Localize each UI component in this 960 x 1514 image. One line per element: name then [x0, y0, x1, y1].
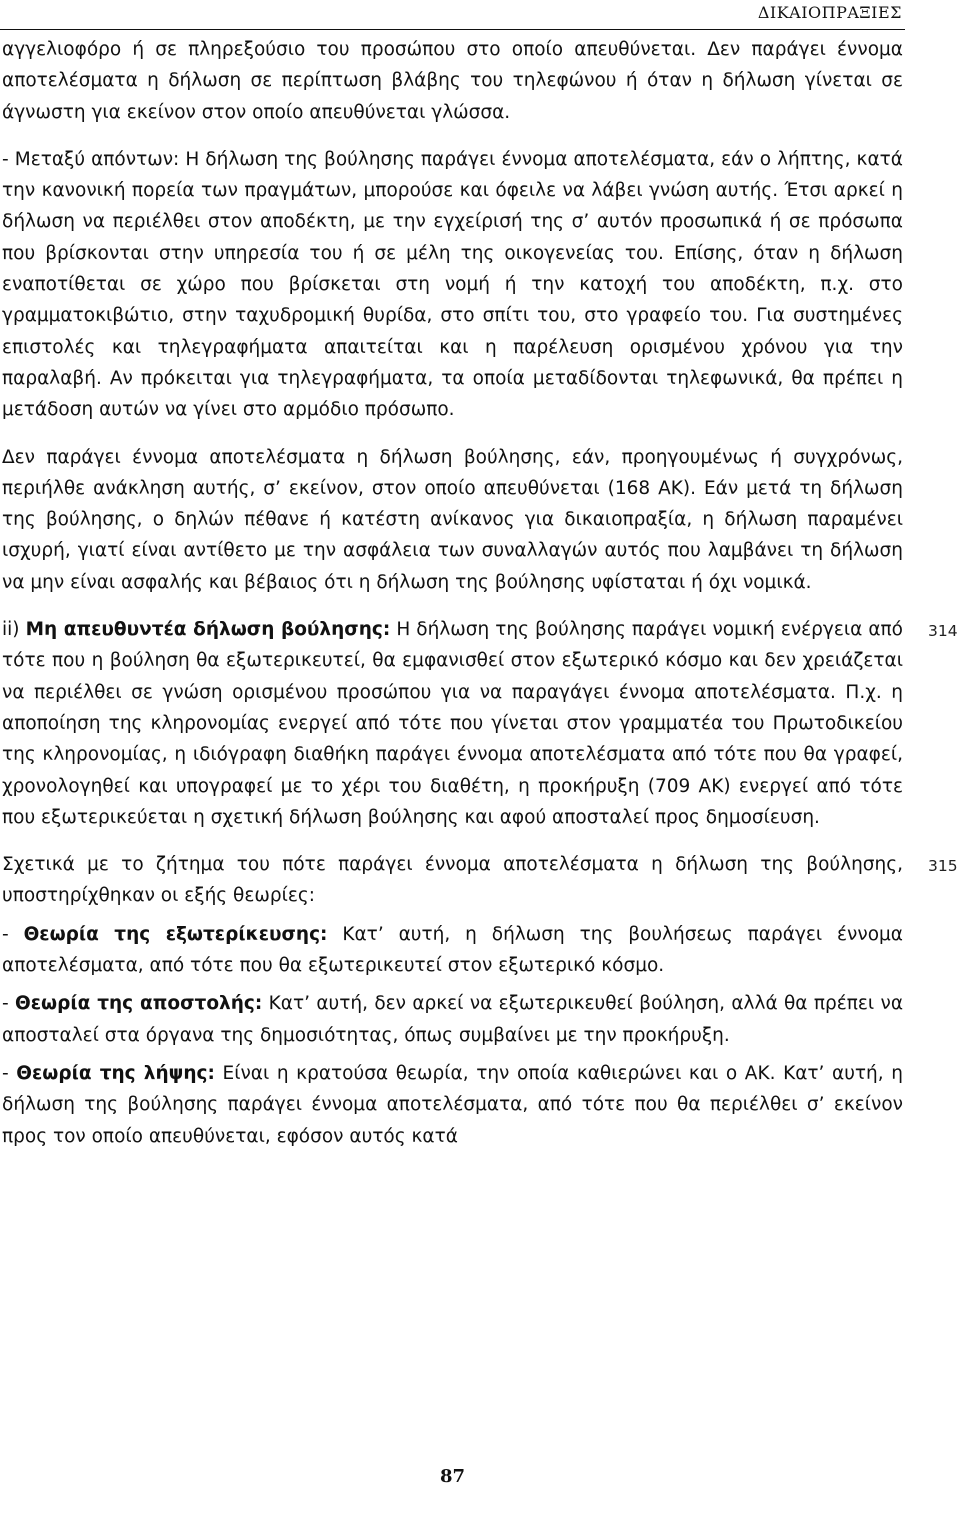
margin-number: 315 — [928, 857, 958, 876]
paragraph-8: - Θεωρία της λήψης: Είναι η κρατούσα θεωρία, την οποία καθιερώνει και ο ΑΚ. Κατ’ αυτή, η δήλωση της βούλησης παράγει έννομα αποτελέσματα, από τότε που θα περιέλθει σ’ εκείνον προς τον οποίο απευθύνεται, εφόσον αυτός κατά — [2, 1062, 903, 1147]
term-heading: Μη απευθυντέα δήλωση βούλησης: — [25, 619, 391, 641]
paragraph-2: - Μεταξύ απόντων: Η δήλωση της βούλησης παράγει έννομα αποτελέσματα, εάν ο λήπτης, κατά την κανονική πορεία των πραγμάτων, μπορούσε και όφειλε να λάβει γνώση αυτής. Έτσι αρκεί η δήλωση να περιέλθει στον αποδέκτη, με την εγχείρισή της σ’ αυτόν προσωπικά ή σε πρόσωπα που βρίσκονται στην υπηρεσία του ή σε μέλη της οικογενείας του. Επίσης, όταν η δήλωση εναποτίθεται σε χώρο που βρίσκεται στη νομή ή την κατοχή του αποδέκτη, π.χ. στο γραμματοκιβώτιο, στην ταχυδρομική θυρίδα, στο σπίτι του, στο γραφείο του. Για συστημένες επιστολές και τηλεγραφήματα απαιτείται και η παρέλευση ορισμένου χρόνου για την παραλαβή. Αν πρόκειται για τηλεγραφήματα, τα οποία μεταδίδονται τηλεφωνικά, θα πρέπει η μετάδοση αυτών να γίνει στο αρμόδιο πρόσωπο. — [2, 148, 903, 421]
paragraph-7: - Θεωρία της αποστολής: Κατ’ αυτή, δεν αρκεί να εξωτερικευθεί βούληση, αλλά θα πρέπει να αποσταλεί στα όργανα της δημοσιότητας, όπως συμβαίνει με την προκήρυξη. — [2, 993, 904, 1046]
term-heading: Θεωρία της εξωτερίκευσης: — [23, 923, 328, 945]
page-body — [2, 34, 958, 1152]
margin-number: 314 — [928, 622, 958, 641]
paragraph-5: Σχετικά με το ζήτημα του πότε παράγει έννομα αποτελέσματα η δήλωση της βούλησης, υποστηρίχθηκαν οι εξής θεωρίες: 315 — [2, 849, 903, 912]
running-head: ΔΙΚΑΙΟΠΡΑΞΙΕΣ — [757, 3, 902, 22]
paragraph-1: αγγελιοφόρο ή σε πληρεξούσιο του προσώπου στο οποίο απευθύνεται. Δεν παράγει έννομα αποτελέσματα η δήλωση σε περίπτωση βλάβης του τηλεφώνου ή όταν η δήλωση γίνεται σε άγνωστη για εκείνον στον οποίο απευθύνεται γλώσσα. — [2, 39, 903, 123]
header-rule — [0, 29, 905, 30]
page-number: 87 — [439, 1466, 466, 1487]
paragraph-3: Δεν παράγει έννομα αποτελέσματα η δήλωση βούλησης, εάν, προηγουμένως ή συγχρόνως, περιήλθε ανάκληση αυτής, σ’ εκείνον, στον οποίο απευθύνεται (168 ΑΚ). Εάν μετά τη δήλωση της βούλησης, ο δηλών πέθανε ή κατέστη ανίκανος για δικαιοπραξία, η δήλωση παραμένει ισχυρή, γιατί είναι αντίθετο με την ασφάλεια των συναλλαγών αυτός που λαμβάνει τη δήλωση να μην είναι ασφαλής και βέβαιος ότι η δήλωση της βούλησης υφίσταται ή όχι νομικά. — [2, 446, 903, 593]
paragraph-4: ii) Μη απευθυντέα δήλωση βούλησης: Η δήλωση της βούλησης παράγει νομική ενέργεια από τότε που η βούληση θα εξωτερικευτεί, θα εμφανισθεί στον εξωτερικό κόσμο και δεν χρειάζεται να περιέλθει σε γνώση ορισμένου προσώπου για να παραγάγει έννομα αποτελέσματα. Π.χ. η αποποίηση της κληρονομίας ενεργεί από τότε που γίνεται στον γραμματέα του Πρωτοδικείου της κληρονομίας, η ιδιόγραφη διαθήκη παράγει έννομα αποτελέσματα από τότε που θα γραφεί, χρονολογηθεί και υπογραφεί με το χέρι του διαθέτη, η προκήρυξη (709 ΑΚ) ενεργεί από τότε που εξωτερικεύεται η σχετική δήλωση βούλησης και αφού αποσταλεί προς δημοσίευση. 314 — [2, 614, 903, 833]
paragraph-6: - Θεωρία της εξωτερίκευσης: Κατ’ αυτή, η δήλωση της βουλήσεως παράγει έννομα αποτελέσματα, από τότε που θα εξωτερικευτεί στον εξωτερικό κόσμο. — [2, 923, 903, 977]
term-heading: Θεωρία της αποστολής: — [15, 993, 263, 1015]
term-heading: Θεωρία της λήψης: — [16, 1062, 215, 1084]
